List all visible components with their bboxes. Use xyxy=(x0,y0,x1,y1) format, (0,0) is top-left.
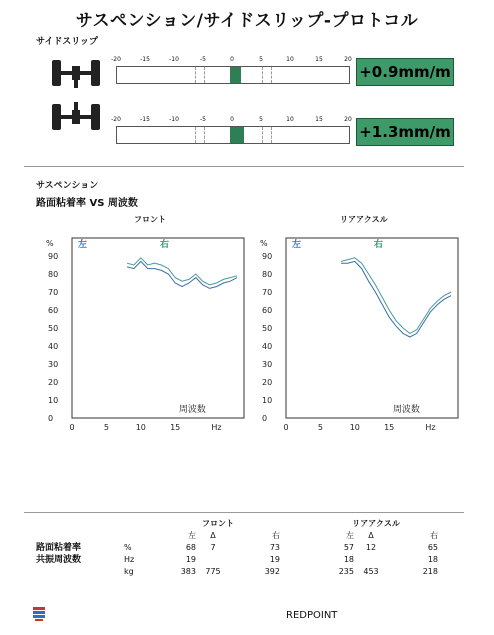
y-tick-label: 70 xyxy=(48,288,59,297)
x-tick-label: 0 xyxy=(283,423,289,432)
col-right-header: 右 xyxy=(272,531,280,540)
table-row: 路面粘着率 % 68 7 73 57 12 65 xyxy=(36,543,438,553)
y-tick-label: 10 xyxy=(48,396,59,405)
x-tick-label: 15 xyxy=(384,423,395,432)
front-slip-scale xyxy=(116,66,350,84)
legend-right: 右 xyxy=(160,240,170,250)
tick-label: -10 xyxy=(169,116,179,123)
x-tick-label: 10 xyxy=(135,423,146,432)
table-divider xyxy=(24,512,464,513)
footer-brand: REDPOINT xyxy=(286,610,338,621)
x-tick-label: 10 xyxy=(349,423,360,432)
result-table xyxy=(34,518,440,578)
tick-label: 10 xyxy=(286,116,294,123)
x-tick-label: 5 xyxy=(317,423,323,432)
col-delta-header: Δ xyxy=(210,531,216,540)
col-delta-header: Δ xyxy=(368,531,374,540)
tick-label: 0 xyxy=(230,116,234,123)
suspension-label: サスペンション xyxy=(36,181,99,191)
y-tick-label: 50 xyxy=(48,324,59,333)
y-tick-label: 60 xyxy=(48,306,59,315)
front-scale-ticks xyxy=(111,56,352,66)
x-tick-label: 15 xyxy=(170,423,181,432)
table-row: kg 383 775 392 235 453 218 xyxy=(124,567,438,576)
suspension-subtitle: 路面粘着率 VS 周波数 xyxy=(36,198,138,209)
x-tick-label: Hz xyxy=(211,423,222,432)
tick-label: 5 xyxy=(259,56,263,63)
tick-label: 15 xyxy=(315,116,323,123)
front-axle-icon xyxy=(50,58,102,88)
tick-label: -15 xyxy=(140,116,150,123)
y-tick-label: 20 xyxy=(48,378,59,387)
rear-scale-ticks xyxy=(111,116,352,126)
y-tick-label: 30 xyxy=(262,360,273,369)
y-tick-label: 60 xyxy=(262,306,273,315)
front-group-header: フロント xyxy=(202,519,234,528)
tick-label: 20 xyxy=(344,56,352,63)
tick-label: -15 xyxy=(140,56,150,63)
y-axis-label: % xyxy=(260,239,268,248)
y-tick-label: 90 xyxy=(48,252,59,261)
x-tick-label: 5 xyxy=(103,423,109,432)
table-row: 共振周波数 Hz 19 19 18 18 xyxy=(36,555,438,565)
y-tick-label: 40 xyxy=(262,342,273,351)
y-tick-label: 30 xyxy=(48,360,59,369)
rear-axle-icon xyxy=(50,102,102,132)
front-adhesion-chart xyxy=(40,232,250,432)
front-slip-bar xyxy=(230,67,241,83)
tick-label: 20 xyxy=(344,116,352,123)
tick-label: -10 xyxy=(169,56,179,63)
x-tick-label: Hz xyxy=(425,423,436,432)
tick-label: -5 xyxy=(200,56,206,63)
tick-label: 0 xyxy=(230,56,234,63)
y-axis-label: % xyxy=(46,239,54,248)
y-tick-label: 10 xyxy=(262,396,273,405)
y-tick-label: 80 xyxy=(262,270,273,279)
rear-group-header: リアアクスル xyxy=(352,519,400,528)
plot-frame xyxy=(286,238,458,418)
y-tick-label: 70 xyxy=(262,288,273,297)
front-slip-value: +0.9mm/m xyxy=(356,58,454,86)
rear-chart-title: リアアクスル xyxy=(340,215,388,224)
tick-label: 5 xyxy=(259,116,263,123)
x-tick-label: 0 xyxy=(69,423,75,432)
tick-label: 15 xyxy=(315,56,323,63)
y-tick-label: 90 xyxy=(262,252,273,261)
legend-right: 右 xyxy=(374,240,384,250)
y-tick-label: 0 xyxy=(262,414,268,423)
x-axis-label: 周波数 xyxy=(178,405,206,415)
col-left-header: 左 xyxy=(188,531,196,540)
rear-slip-scale xyxy=(116,126,350,144)
col-right-header: 右 xyxy=(430,531,438,540)
tick-label: 10 xyxy=(286,56,294,63)
x-axis-label: 周波数 xyxy=(392,405,420,415)
tick-label: -20 xyxy=(111,56,121,63)
front-chart-title: フロント xyxy=(134,215,166,224)
col-left-header: 左 xyxy=(346,531,354,540)
tick-label: -20 xyxy=(111,116,121,123)
y-tick-label: 0 xyxy=(48,414,54,423)
y-tick-label: 50 xyxy=(262,324,273,333)
plot-frame xyxy=(72,238,244,418)
side-slip-label: サイドスリップ xyxy=(36,37,98,47)
tick-label: -5 xyxy=(200,116,206,123)
page-title: サスペンション/サイドスリップ-プロトコル xyxy=(75,11,419,31)
printer-icon xyxy=(32,606,46,622)
rear-slip-value: +1.3mm/m xyxy=(356,118,454,146)
y-tick-label: 40 xyxy=(48,342,59,351)
legend-left: 左 xyxy=(78,240,88,250)
legend-left: 左 xyxy=(292,240,302,250)
rear-adhesion-chart xyxy=(254,232,464,432)
rear-slip-bar xyxy=(230,127,244,143)
section-divider xyxy=(24,166,464,167)
y-tick-label: 80 xyxy=(48,270,59,279)
y-tick-label: 20 xyxy=(262,378,273,387)
